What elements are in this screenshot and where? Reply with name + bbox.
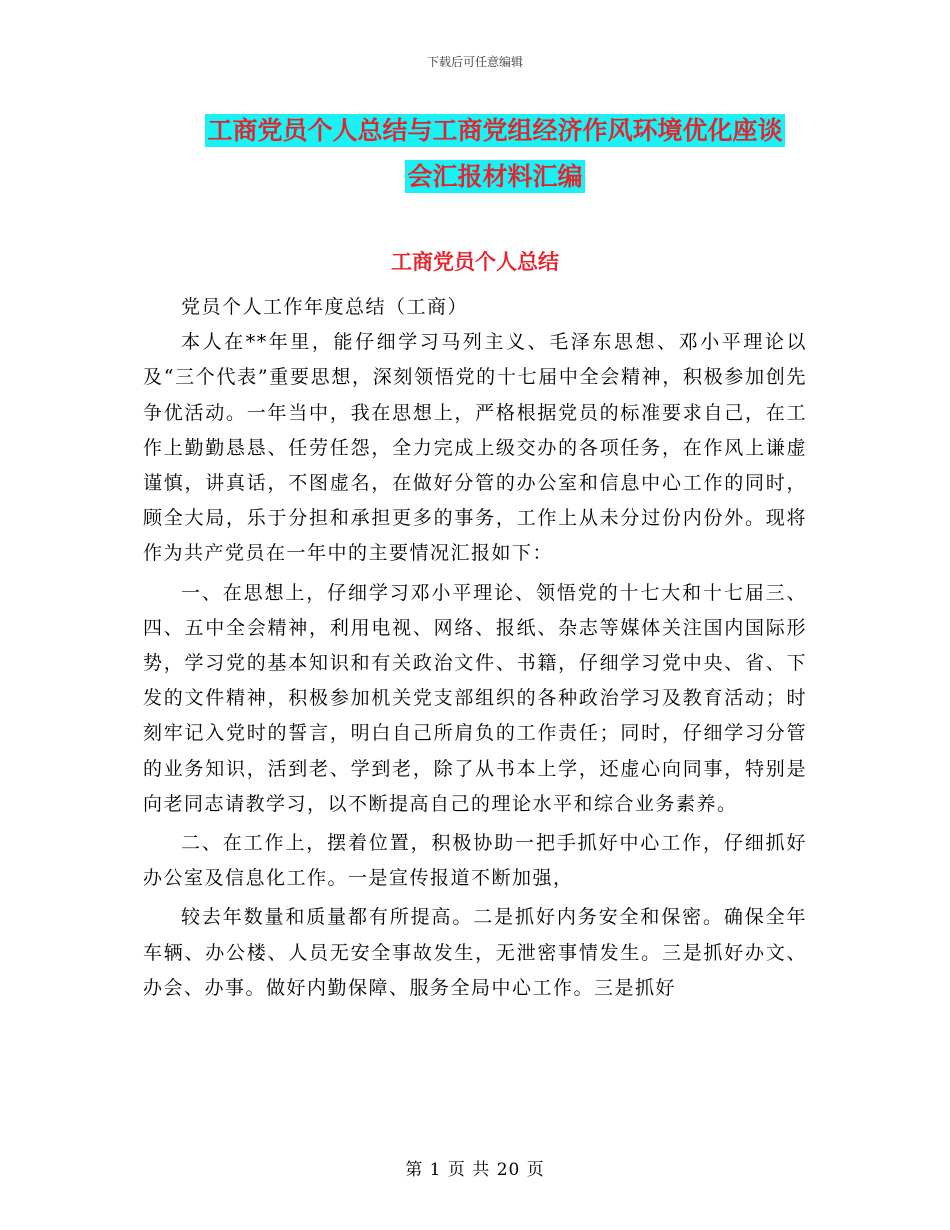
header-note: 下载后可任意编辑: [426, 55, 523, 69]
page-number: 第 1 页 共 20 页: [405, 1160, 545, 1180]
title-highlight-1: 工商党员个人总结与工商党组经济作风环境优化座谈: [207, 116, 783, 145]
document-title-line-2: [175, 154, 815, 200]
paragraph-work: 二、在工作上，摆着位置，积极协助一把手抓好中心工作，仔细抓好办公室及信息化工作。一是宣传报道不断加强，: [143, 832, 807, 890]
paragraph-work-continued: 较去年数量和质量都有所提高。二是抓好内务安全和保密。确保全年车辆、办公楼、人员无安全事故发生，无泄密事情发生。三是抓好办文、办会、办事。做好内勤保障、服务全局中心工作。三是抓好: [143, 906, 807, 999]
section-title: 工商党员个人总结: [391, 250, 559, 274]
paragraph-intro: 本人在**年里，能仔细学习马列主义、毛泽东思想、邓小平理论以及“三个代表”重要思想，深刻领悟党的十七届中全会精神，积极参加创先争优活动。一年当中，我在思想上，严格根据党员的标准要求自己，在工作上勤勤恳恳、任劳任怨，全力完成上级交办的各项任务，在作风上谦虚谨慎，讲真话，不图虚名，在做好分管的办公室和信息中心工作的同时，顾全大局，乐于分担和承担更多的事务，工作上从未分过份内份外。现将作为共产党员在一年中的主要情况汇报如下：: [143, 331, 807, 565]
document-title: [175, 108, 815, 200]
paragraph-subtitle: 党员个人工作年度总结（工商）: [181, 296, 469, 318]
body-text: [143, 290, 807, 1006]
title-highlight-2: 会汇报材料汇编: [407, 162, 583, 191]
document-title-line-1: [175, 108, 815, 154]
paragraph-thought: 一、在思想上，仔细学习邓小平理论、领悟党的十七大和十七届三、四、五中全会精神，利用电视、网络、报纸、杂志等媒体关注国内国际形势，学习党的基本知识和有关政治文件、书籍，仔细学习党中央、省、下发的文件精神，积极参加机关党支部组织的各种政治学习及教育活动；时刻牢记入党时的誓言，明白自己所肩负的工作责任；同时，仔细学习分管的业务知识，活到老、学到老，除了从书本上学，还虚心向同事，特别是向老同志请教学习，以不断提高自己的理论水平和综合业务素养。: [143, 581, 807, 815]
